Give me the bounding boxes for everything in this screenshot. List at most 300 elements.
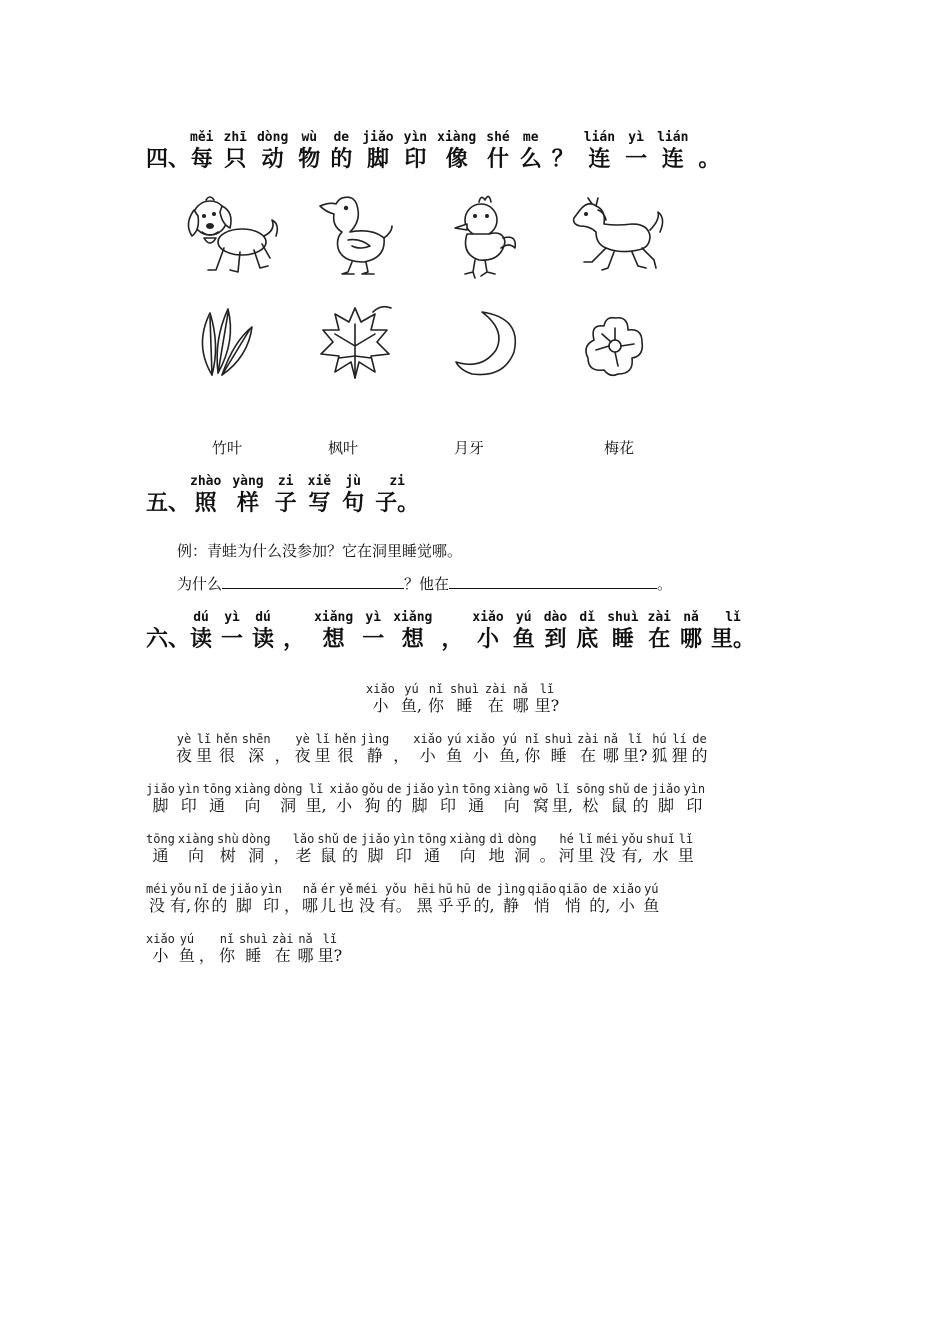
hanzi: 鱼 [512,626,535,652]
pinyin: yǒu [384,882,407,896]
hanzi: 没 [148,896,165,915]
heading-char [190,610,212,652]
hanzi: 印 [439,796,456,815]
pinyin: xiàng [493,782,530,796]
passage-char [229,882,258,916]
hanzi: 物 [298,146,321,172]
passage-char [497,882,526,916]
passage-char [437,782,459,816]
passage-char [146,882,168,916]
hanzi: 小 [336,796,353,815]
passage-char [450,832,486,866]
hanzi: 子 [274,490,297,516]
pinyin: shù [217,832,239,846]
hanzi: 里, [305,796,327,815]
pinyin: jù [345,474,361,489]
pinyin: yàng [232,474,264,489]
pinyin: gǒu [361,782,384,796]
pinyin: yìn [392,832,415,846]
passage-char [298,932,314,966]
passage-line [146,932,346,966]
hanzi: 里。 [711,626,756,652]
passage-char [356,882,378,916]
pinyin: jiǎo [405,782,435,796]
passage-char [216,732,238,766]
pinyin: xiǎo [146,932,175,946]
hanzi: 里 [677,846,694,865]
hanzi: 狗 [364,796,381,815]
pinyin: dòng [273,782,303,796]
heading-char [252,610,274,652]
passage-char [146,782,175,816]
passage-char [146,832,175,866]
hanzi: 有。 [379,896,412,915]
passage-char [274,832,290,866]
hanzi: 脚 [367,846,384,865]
heading-char [275,474,297,516]
hanzi: 鼠 [610,796,627,815]
caption-1: 竹叶 [212,441,243,457]
passage-char [524,732,540,766]
hanzi: 子。 [375,490,420,516]
passage-char [196,732,212,766]
pinyin: xiǎo [413,732,443,746]
pinyin: nǐ [194,882,209,896]
pinyin: hū [456,882,471,896]
chick-illustration [445,190,525,280]
section5-title [190,474,430,516]
hanzi: 有, [621,846,643,865]
pinyin: lián [583,130,616,145]
hanzi: ， [198,946,215,965]
hanzi: 脚 [411,796,428,815]
hanzi: 。 [539,846,556,865]
passage-char [239,932,268,966]
passage-char [455,882,471,916]
passage-char [217,832,239,866]
hanzi: 印 [404,146,427,172]
duck-illustration [312,188,402,278]
pinyin: dǐ [579,610,596,625]
pinyin: xiǎng [314,610,354,625]
crescent-moon-illustration [452,308,522,380]
passage-char [362,782,384,816]
pinyin: dào [543,610,568,625]
pinyin: nǎ [683,610,699,625]
pinyin: shé [486,130,510,145]
fill-part1: 为什么 [177,577,223,593]
passage-char [284,882,300,916]
heading-char [330,130,352,172]
hanzi: 深 [248,746,265,765]
heading-char [437,130,476,172]
heading-char [657,130,688,172]
passage-char [535,682,560,716]
section6-title [190,610,764,652]
pinyin: lǐ [725,610,741,625]
hanzi: 通 [468,796,485,815]
hanzi: 一 [221,626,244,652]
bamboo-leaf-illustration [190,305,260,380]
heading-char [472,610,503,652]
heading-char [362,130,393,172]
hanzi: 通 [152,846,169,865]
hanzi: 什 [487,146,510,172]
passage-char [499,732,520,766]
pinyin: méi [596,832,619,846]
heading-char [648,610,671,652]
pinyin: lǐ [196,732,212,746]
passage-char [405,782,434,816]
hanzi: 哪 [602,746,619,765]
heading-char [584,130,615,172]
hanzi: 一 [625,146,648,172]
hanzi: 照 [194,490,217,516]
hanzi: 像 [445,146,468,172]
passage-char [508,832,537,866]
passage-char [361,832,390,866]
hanzi: 里? [622,746,648,765]
section6-heading [146,610,764,652]
hanzi: 睡 [611,626,634,652]
passage-char [360,732,389,766]
pinyin: yú [179,932,195,946]
dog-illustration [180,190,280,280]
pinyin: tōng [417,832,447,846]
hanzi: 洞 [248,846,265,865]
pinyin: dòng [507,832,537,846]
passage-char [466,732,495,766]
hanzi: 没 [358,896,375,915]
pinyin: lǐ [678,832,694,846]
passage-char [260,882,282,916]
pinyin: hé [559,832,574,846]
heading-char [224,130,247,172]
passage-char [330,782,359,816]
hanzi: 睡 [456,696,473,715]
hanzi: 在 [487,696,504,715]
hanzi: 只 [224,146,247,172]
passage-char [176,732,192,766]
pinyin: dì [489,832,504,846]
heading-char [680,610,702,652]
hanzi: 有, [169,896,192,915]
hanzi: 连 [661,146,684,172]
pinyin: tōng [202,782,232,796]
pinyin: shuì [238,932,268,946]
pinyin: de [333,130,350,145]
hanzi: 静 [503,896,520,915]
pinyin: dòng [241,832,271,846]
passage-char [414,882,436,916]
hanzi: 脚 [366,146,389,172]
pinyin: qiāo [558,882,588,896]
pinyin: shǔ [317,832,340,846]
passage-line [146,782,708,816]
hanzi: 洞 [514,846,531,865]
hanzi: 你 [218,946,235,965]
passage-char [203,782,232,816]
pinyin: de [592,882,608,896]
hanzi: 也 [338,896,355,915]
passage-char [317,832,339,866]
passage-char [380,882,412,916]
passage-char [193,882,209,916]
hanzi: 通 [424,846,441,865]
passage-char [646,832,675,866]
passage-char [576,782,605,816]
passage-line [146,882,661,916]
pinyin: yìn [437,782,459,796]
passage-char [527,882,556,916]
hanzi: 的 [211,896,228,915]
pinyin: nǎ [513,682,528,696]
hanzi: 鱼, [499,746,521,765]
hanzi: 印 [686,796,703,815]
passage-char [306,782,327,816]
hanzi: 悄 [564,896,581,915]
fill-end: 。 [657,577,673,593]
hanzi: 河 [558,846,575,865]
hanzi: 底 [576,626,599,652]
pinyin: yè [176,732,192,746]
passage-char [651,732,667,766]
hanzi: 你 [428,696,445,715]
pinyin: nǎ [298,932,313,946]
pinyin: zhī [223,130,247,145]
passage-title [366,682,565,716]
plum-blossom-illustration [580,312,650,382]
hanzi: 的, [473,896,495,915]
pinyin: shuǐ [646,832,675,846]
passage-char [623,732,648,766]
section4-number: 四、 [146,146,191,172]
pinyin: lǐ [578,832,593,846]
heading-char [232,474,263,516]
hanzi: 窝 [532,796,549,815]
pinyin: nǎ [603,732,619,746]
hanzi: 睡 [550,746,567,765]
passage-line [176,732,711,766]
pinyin: zài [271,932,294,946]
hanzi: 哪 [680,626,703,652]
hanzi: 睡 [245,946,262,965]
heading-char [314,610,353,652]
hanzi: 树 [219,846,236,865]
passage-line [146,832,697,866]
hanzi: 静 [366,746,383,765]
section6-number: 六、 [146,626,191,652]
pinyin: qiāo [527,882,557,896]
hanzi: 夜 [176,746,193,765]
pinyin: de [342,832,358,846]
pinyin: yú [515,610,532,625]
hanzi: 读 [252,626,275,652]
hanzi: 鱼 [178,946,195,965]
passage-char [612,882,641,916]
hanzi: ， [283,626,306,652]
hanzi: 小 [419,746,436,765]
pinyin: yìn [683,782,706,796]
passage-char [295,732,311,766]
hanzi: 的 [386,796,403,815]
hanzi: 向 [187,846,204,865]
passage-char [597,832,619,866]
pinyin: yú [446,732,462,746]
passage-char [366,682,395,716]
pinyin: zi [389,474,405,489]
pinyin: xiǎo [366,682,395,696]
pinyin: shuì [544,732,574,746]
passage-char [494,782,530,816]
example-sentence: 例：青蛙为什么没参加？它在洞里睡觉哪。 [177,544,463,560]
pinyin: shǔ [607,782,630,796]
hanzi: 小 [472,746,489,765]
hanzi: 写 [308,490,331,516]
hanzi: 水 [652,846,669,865]
hanzi: 在 [274,946,291,965]
pinyin: hěn [216,732,238,746]
passage-char [589,882,610,916]
hanzi: 脚 [658,796,675,815]
hanzi: 读 [190,626,213,652]
hanzi: ， [441,626,464,652]
passage-char [178,832,214,866]
passage-char [450,682,479,716]
hanzi: 狸 [671,746,688,765]
hanzi: ， [284,896,301,915]
hanzi: 乎 [455,896,472,915]
pinyin: xiàng [177,832,215,846]
passage-char [671,732,687,766]
passage-char [552,782,573,816]
pinyin: sōng [575,782,605,796]
passage-char [473,882,494,916]
answer-blank-reason[interactable] [222,574,404,589]
pinyin: yè [295,732,310,746]
pinyin: zài [647,610,672,625]
hanzi: ， [393,746,410,765]
pinyin: hū [438,882,453,896]
pinyin: xiǎo [329,782,359,796]
heading-char [552,130,574,172]
pinyin: jiǎo [146,782,175,796]
passage-char [559,832,575,866]
passage-char [691,732,707,766]
passage-char [683,782,705,816]
pinyin: méi [146,882,168,896]
passage-char [418,832,447,866]
hanzi: ， [274,746,291,765]
pinyin: lǎo [292,832,315,846]
hanzi: 想 [322,626,345,652]
hanzi: 狐 [651,746,668,765]
hanzi: 黑 [416,896,433,915]
hanzi: 很 [218,746,235,765]
heading-char [375,474,419,516]
passage-char [678,832,694,866]
heading-char [711,610,755,652]
pinyin: jiǎo [361,832,390,846]
hanzi: 小 [618,896,635,915]
hanzi: 句 [342,490,365,516]
pinyin: yě [338,882,354,896]
passage-char [302,882,318,916]
hanzi: 里? [317,946,343,965]
hanzi: 向 [459,846,476,865]
hanzi: 鱼, [400,696,422,715]
pinyin: xiǎng [393,610,433,625]
passage-char [513,682,529,716]
hanzi: 你 [524,746,541,765]
passage-char [446,732,462,766]
passage-char [318,932,343,966]
pinyin: yú [644,882,659,896]
pinyin: měi [190,130,214,145]
hanzi: 印 [180,796,197,815]
hanzi: ， [273,846,290,865]
pinyin: yú [502,732,517,746]
passage-char [578,832,594,866]
pinyin: xiàng [449,832,486,846]
hanzi: 一 [362,626,385,652]
section4-title [190,130,730,172]
pinyin: xiǎo [466,732,496,746]
caption-3: 月牙 [454,441,485,457]
passage-char [413,732,442,766]
passage-char [272,932,294,966]
hanzi: 样 [236,490,259,516]
pinyin: yì [224,610,240,625]
pinyin: yìn [403,130,428,145]
passage-char [338,882,354,916]
passage-char [178,782,200,816]
passage-char [293,832,315,866]
passage-char [211,882,227,916]
pinyin: hēi [413,882,436,896]
pinyin: lǐ [315,732,330,746]
heading-char [342,474,364,516]
hanzi: 很 [337,746,354,765]
passage-char [242,732,271,766]
pinyin: jiǎo [651,782,681,796]
passage-char [179,932,195,966]
pinyin: lí [672,732,687,746]
passage-char [485,682,507,716]
pinyin: lǐ [627,732,643,746]
pinyin: dú [255,610,271,625]
pinyin: de [476,882,492,896]
caption-4: 梅花 [604,441,635,457]
hanzi: 松 [582,796,599,815]
passage-char [393,832,415,866]
hanzi: 的 [691,746,708,765]
horse-illustration [566,196,666,276]
heading-char [486,130,509,172]
hanzi: 你 [193,896,210,915]
heading-char [520,130,542,172]
passage-char [558,882,587,916]
pinyin: yì [365,610,382,625]
hanzi: ？ [551,146,574,172]
hanzi: 印 [395,846,412,865]
answer-blank-place[interactable] [449,574,657,589]
pinyin: hú [652,732,667,746]
heading-char [441,610,463,652]
hanzi: 里 [196,746,213,765]
passage-char [275,732,291,766]
hanzi: 乎 [437,896,454,915]
